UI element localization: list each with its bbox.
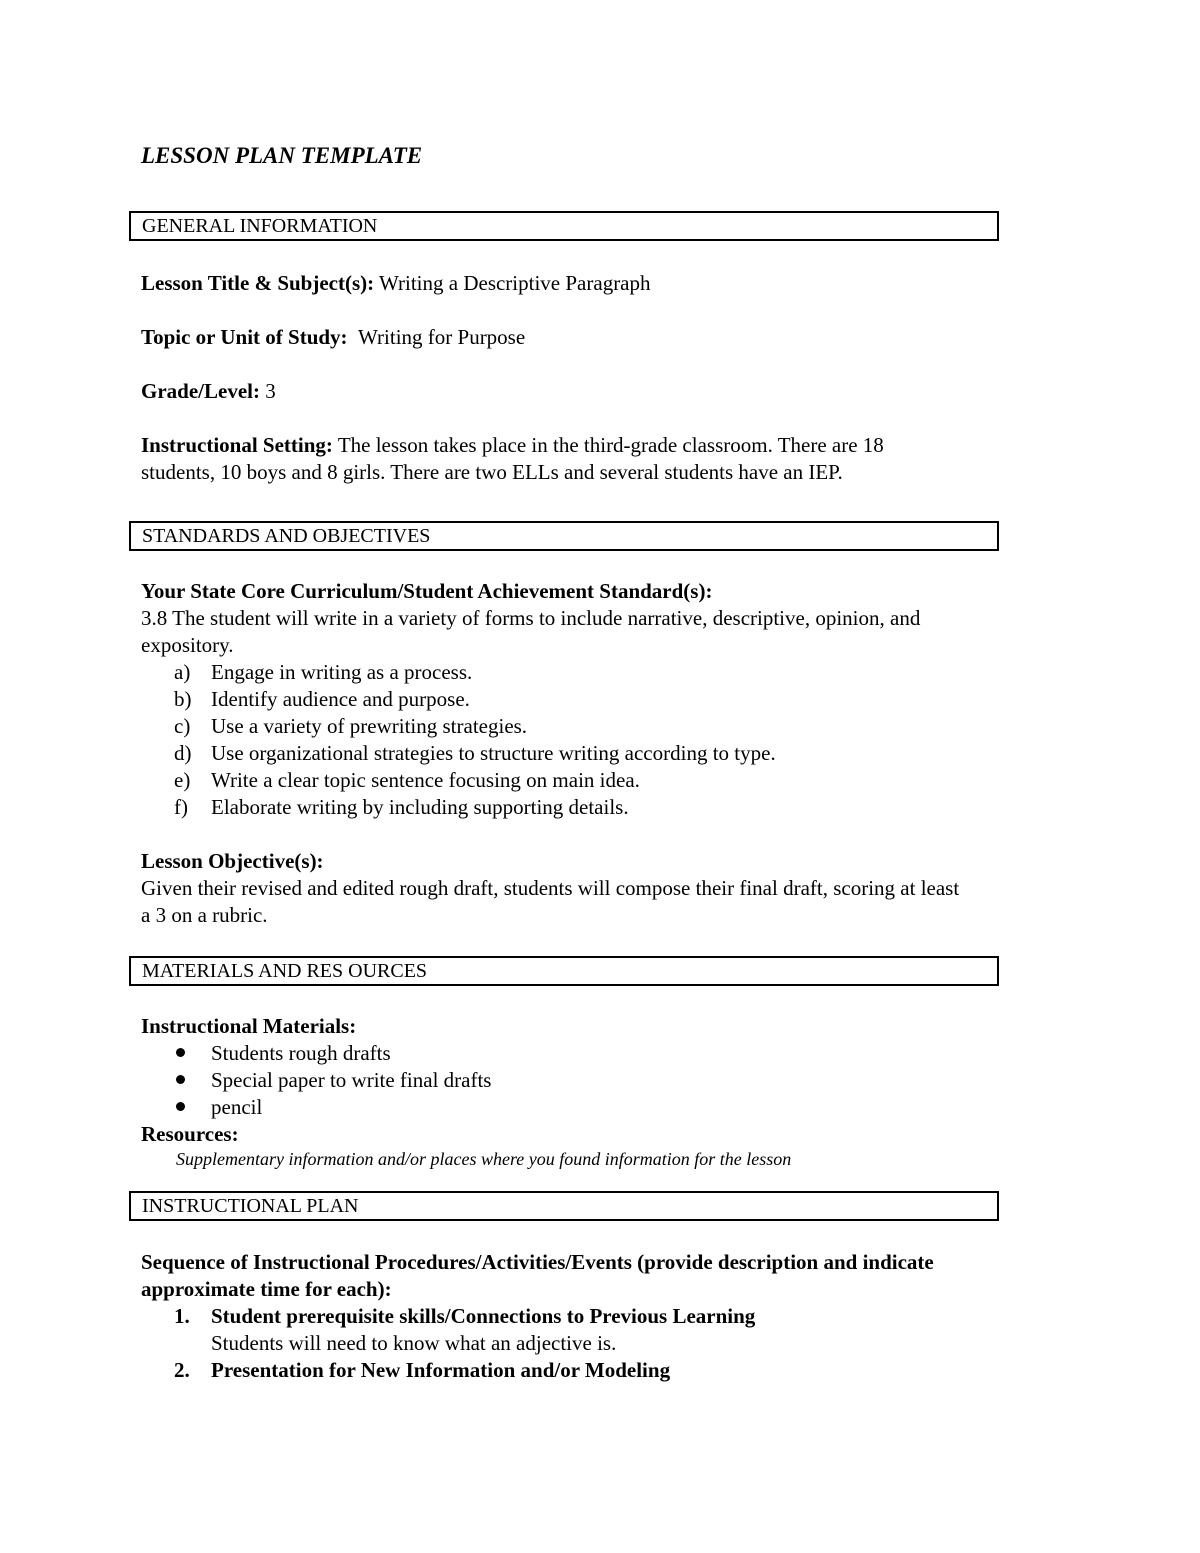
- plan-heading: Sequence of Instructional Procedures/Activities/Events (provide description and indicate: [141, 1250, 934, 1274]
- field-value: Writing for Purpose: [358, 325, 526, 349]
- materials-heading: Instructional Materials:: [141, 1014, 357, 1038]
- setting-row: [141, 432, 884, 459]
- section-header-standards: [129, 521, 999, 551]
- document-title: LESSON PLAN TEMPLATE: [141, 143, 423, 168]
- step-number: 2.: [174, 1358, 190, 1382]
- section-header-label: INSTRUCTIONAL PLAN: [142, 1195, 359, 1217]
- section-header-materials: [129, 956, 999, 986]
- lesson-title-row: [141, 270, 651, 297]
- list-marker: d): [174, 741, 192, 765]
- list-marker: e): [174, 768, 191, 792]
- section-header-plan: [129, 1191, 999, 1221]
- material-item: pencil: [211, 1095, 263, 1119]
- bullet-icon: [176, 1075, 185, 1084]
- section-header-label: STANDARDS AND OBJECTIVES: [142, 525, 431, 547]
- field-value: 3: [265, 379, 276, 403]
- section-header-general: [129, 211, 999, 241]
- topic-row: [141, 324, 525, 351]
- standard-item: Write a clear topic sentence focusing on main idea.: [211, 768, 640, 792]
- list-marker: a): [174, 660, 191, 684]
- field-label: Lesson Title & Subject(s):: [141, 271, 375, 295]
- bullet-icon: [176, 1102, 185, 1111]
- list-marker: b): [174, 687, 192, 711]
- material-item: Special paper to write final drafts: [211, 1068, 492, 1092]
- standard-item: Use a variety of prewriting strategies.: [211, 714, 528, 738]
- field-label: Instructional Setting:: [141, 433, 333, 457]
- objective-text-continued: a 3 on a rubric.: [141, 903, 268, 927]
- field-value: The lesson takes place in the third-grade classroom. There are 18: [337, 433, 884, 457]
- resources-heading: Resources:: [141, 1122, 239, 1146]
- standards-intro-continued: expository.: [141, 633, 234, 657]
- standard-item: Identify audience and purpose.: [211, 687, 470, 711]
- standard-item: Use organizational strategies to structure writing according to type.: [211, 741, 776, 765]
- section-header-label: MATERIALS AND RES OURCES: [142, 960, 428, 982]
- standard-item: Engage in writing as a process.: [211, 660, 473, 684]
- standards-heading: Your State Core Curriculum/Student Achievement Standard(s):: [141, 579, 713, 603]
- field-label: Topic or Unit of Study:: [141, 325, 348, 349]
- step-title: Presentation for New Information and/or Modeling: [211, 1358, 671, 1382]
- step-number: 1.: [174, 1304, 190, 1328]
- step-title: Student prerequisite skills/Connections to Previous Learning: [211, 1304, 756, 1328]
- objective-heading: Lesson Objective(s):: [141, 849, 324, 873]
- setting-row-continued: students, 10 boys and 8 girls. There are two ELLs and several students have an IEP.: [141, 460, 843, 484]
- bullet-icon: [176, 1048, 185, 1057]
- section-header-label: GENERAL INFORMATION: [142, 215, 378, 237]
- list-marker: c): [174, 714, 191, 738]
- standards-intro: 3.8 The student will write in a variety of forms to include narrative, descriptive, opinion, and: [141, 606, 921, 630]
- field-label: Grade/Level:: [141, 379, 260, 403]
- list-marker: f): [174, 795, 188, 819]
- objective-text: Given their revised and edited rough draft, students will compose their final draft, scoring at least: [141, 876, 960, 900]
- field-value: Writing a Descriptive Paragraph: [379, 271, 651, 295]
- step-text: Students will need to know what an adjective is.: [211, 1331, 617, 1355]
- standard-item: Elaborate writing by including supporting details.: [211, 795, 629, 819]
- material-item: Students rough drafts: [211, 1041, 391, 1065]
- resources-note: Supplementary information and/or places where you found information for the lesson: [176, 1149, 792, 1169]
- grade-row: [141, 378, 276, 405]
- plan-heading-continued: approximate time for each):: [141, 1277, 392, 1301]
